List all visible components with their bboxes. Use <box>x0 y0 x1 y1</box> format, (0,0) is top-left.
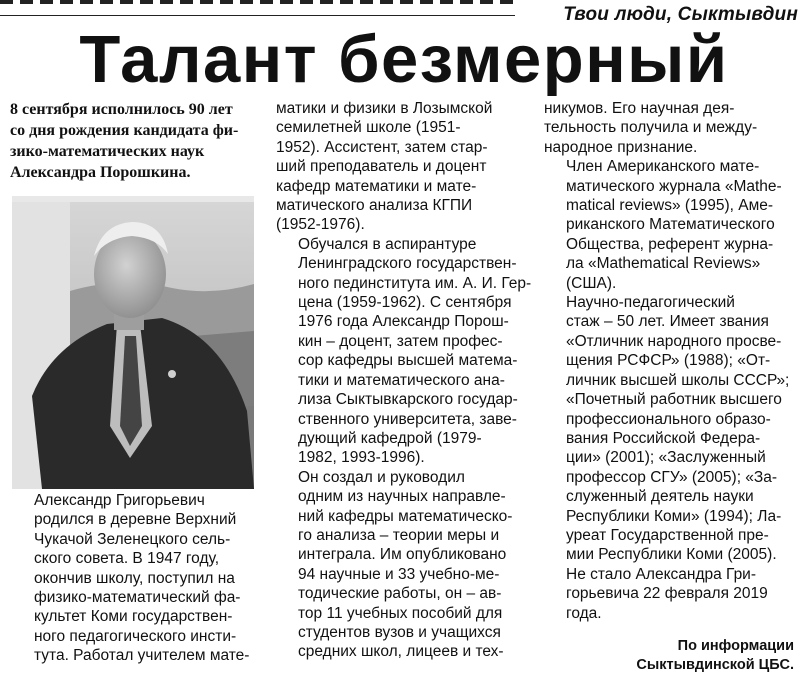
text-line: интеграла. Им опубликовано <box>298 546 507 564</box>
article-column-3 <box>544 99 798 623</box>
text-line: Республики Коми» (1994); Ла- <box>566 507 782 525</box>
text-line: тута. Работал учителем мате- <box>34 647 250 665</box>
text-line: матики и физики в Лозымской <box>276 100 493 117</box>
text-line: 1976 года Александр Порош- <box>298 313 509 331</box>
text-line: Чукачой Зеленецкого сель- <box>34 530 231 548</box>
portrait-photo <box>12 196 254 489</box>
text-line: (1952-1976). <box>276 216 365 234</box>
text-line: тики и математического ана- <box>298 371 505 389</box>
lead-line: 8 сентября исполнилось 90 лет <box>10 101 233 118</box>
text-line: ственного университета, заве- <box>298 410 517 428</box>
text-line: кин – доцент, затем профес- <box>298 332 503 350</box>
text-line: служенный деятель науки <box>566 488 754 506</box>
text-line: дующий кафедрой (1979- <box>298 429 482 447</box>
text-line: Научно-педагогический <box>566 294 735 312</box>
signature-line: По информации <box>677 638 794 654</box>
text-line: профессионального образо- <box>566 410 771 428</box>
text-line: матического журнала «Mathe- <box>566 177 782 195</box>
article-signature <box>636 637 794 675</box>
text-line: окончив школу, поступил на <box>34 569 235 587</box>
header-dash-rule <box>0 0 520 4</box>
article-column-2 <box>276 99 530 662</box>
text-line: сор кафедры высшей матема- <box>298 352 518 370</box>
text-line: ний кафедры математическо- <box>298 507 513 525</box>
text-line: цена (1959-1962). С сентября <box>298 294 512 312</box>
text-line: го анализа – теории меры и <box>298 526 500 544</box>
text-line: тельность получила и между- <box>544 119 758 137</box>
paragraph <box>276 468 530 662</box>
text-line: ского совета. В 1947 году, <box>34 550 220 568</box>
text-line: средних школ, лицеев и тех- <box>298 643 504 661</box>
text-line: 1982, 1993-1996). <box>298 449 425 467</box>
text-line: риканского Математического <box>566 216 775 234</box>
text-line: народное признание. <box>544 138 698 156</box>
text-line: Член Американского мате- <box>566 158 760 176</box>
rubric-label: Твои люди, Сыктывдин <box>563 4 798 25</box>
text-line: Общества, референт журна- <box>566 235 774 253</box>
text-line: семилетней школе (1951- <box>276 119 461 137</box>
paragraph <box>544 99 798 157</box>
text-line: кафедр математики и мате- <box>276 177 477 195</box>
text-line: студентов вузов и учащихся <box>298 623 501 641</box>
paragraph <box>276 235 530 468</box>
paragraph <box>12 491 258 666</box>
text-line: 94 научные и 33 учебно-ме- <box>298 565 500 583</box>
text-line: ции» (2001); «Заслуженный <box>566 449 766 467</box>
text-line: одним из научных направле- <box>298 488 506 506</box>
text-line: матического анализа КГПИ <box>276 197 473 215</box>
text-line: ного педагогического инсти- <box>34 627 237 645</box>
lead-line: Александра Порошкина. <box>10 164 191 181</box>
text-line: ший преподаватель и доцент <box>276 158 487 176</box>
lead-line: зико-математических наук <box>10 143 205 160</box>
text-line: уреат Государственной пре- <box>566 526 769 544</box>
text-line: горьевича 22 февраля 2019 <box>566 585 768 603</box>
text-line: профессор СГУ» (2005); «За- <box>566 468 778 486</box>
lead-line: со дня рождения кандидата фи- <box>10 122 239 139</box>
text-line: ла «Mathematical Reviews» <box>566 255 761 273</box>
signature-line: Сыктывдинской ЦБС. <box>636 657 794 673</box>
article-column-1 <box>12 491 258 666</box>
text-line: Обучался в аспирантуре <box>298 235 477 253</box>
text-line: «Почетный работник высшего <box>566 391 782 409</box>
text-line: тор 11 учебных пособий для <box>298 604 503 622</box>
paragraph <box>276 99 530 235</box>
text-line: Он создал и руководил <box>298 468 465 486</box>
text-line: matical reviews» (1995), Аме- <box>566 197 774 215</box>
text-line: Ленинградского государствен- <box>298 255 517 273</box>
text-line: личник высшей школы СССР»; <box>566 371 790 389</box>
article-lead <box>10 99 262 183</box>
text-line: мии Республики Коми (2005). <box>566 546 777 564</box>
text-line: стаж – 50 лет. Имеет звания <box>566 313 769 331</box>
paragraph <box>544 293 798 565</box>
paragraph <box>544 157 798 293</box>
text-line: родился в деревне Верхний <box>34 511 237 529</box>
text-line: никумов. Его научная дея- <box>544 100 735 117</box>
text-line: культет Коми государствен- <box>34 608 233 626</box>
text-line: 1952). Ассистент, затем стар- <box>276 138 488 156</box>
text-line: ного пединститута им. А. И. Гер- <box>298 274 532 292</box>
text-line: Не стало Александра Гри- <box>566 565 757 583</box>
text-line: года. <box>566 604 602 622</box>
text-line: (США). <box>566 274 617 292</box>
portrait-photo-icon <box>12 196 254 489</box>
text-line: вания Российской Федера- <box>566 429 761 447</box>
paragraph <box>544 565 798 623</box>
text-line: тодические работы, он – ав- <box>298 585 502 603</box>
text-line: «Отличник народного просве- <box>566 332 782 350</box>
text-line: щения РСФСР» (1988); «От- <box>566 352 771 370</box>
rubric-rule <box>0 15 515 16</box>
article-title: Талант безмерный <box>79 22 729 97</box>
text-line: Александр Григорьевич <box>34 492 205 509</box>
text-line: физико-математический фа- <box>34 589 241 607</box>
text-line: лиза Сыктывкарского государ- <box>298 391 518 409</box>
